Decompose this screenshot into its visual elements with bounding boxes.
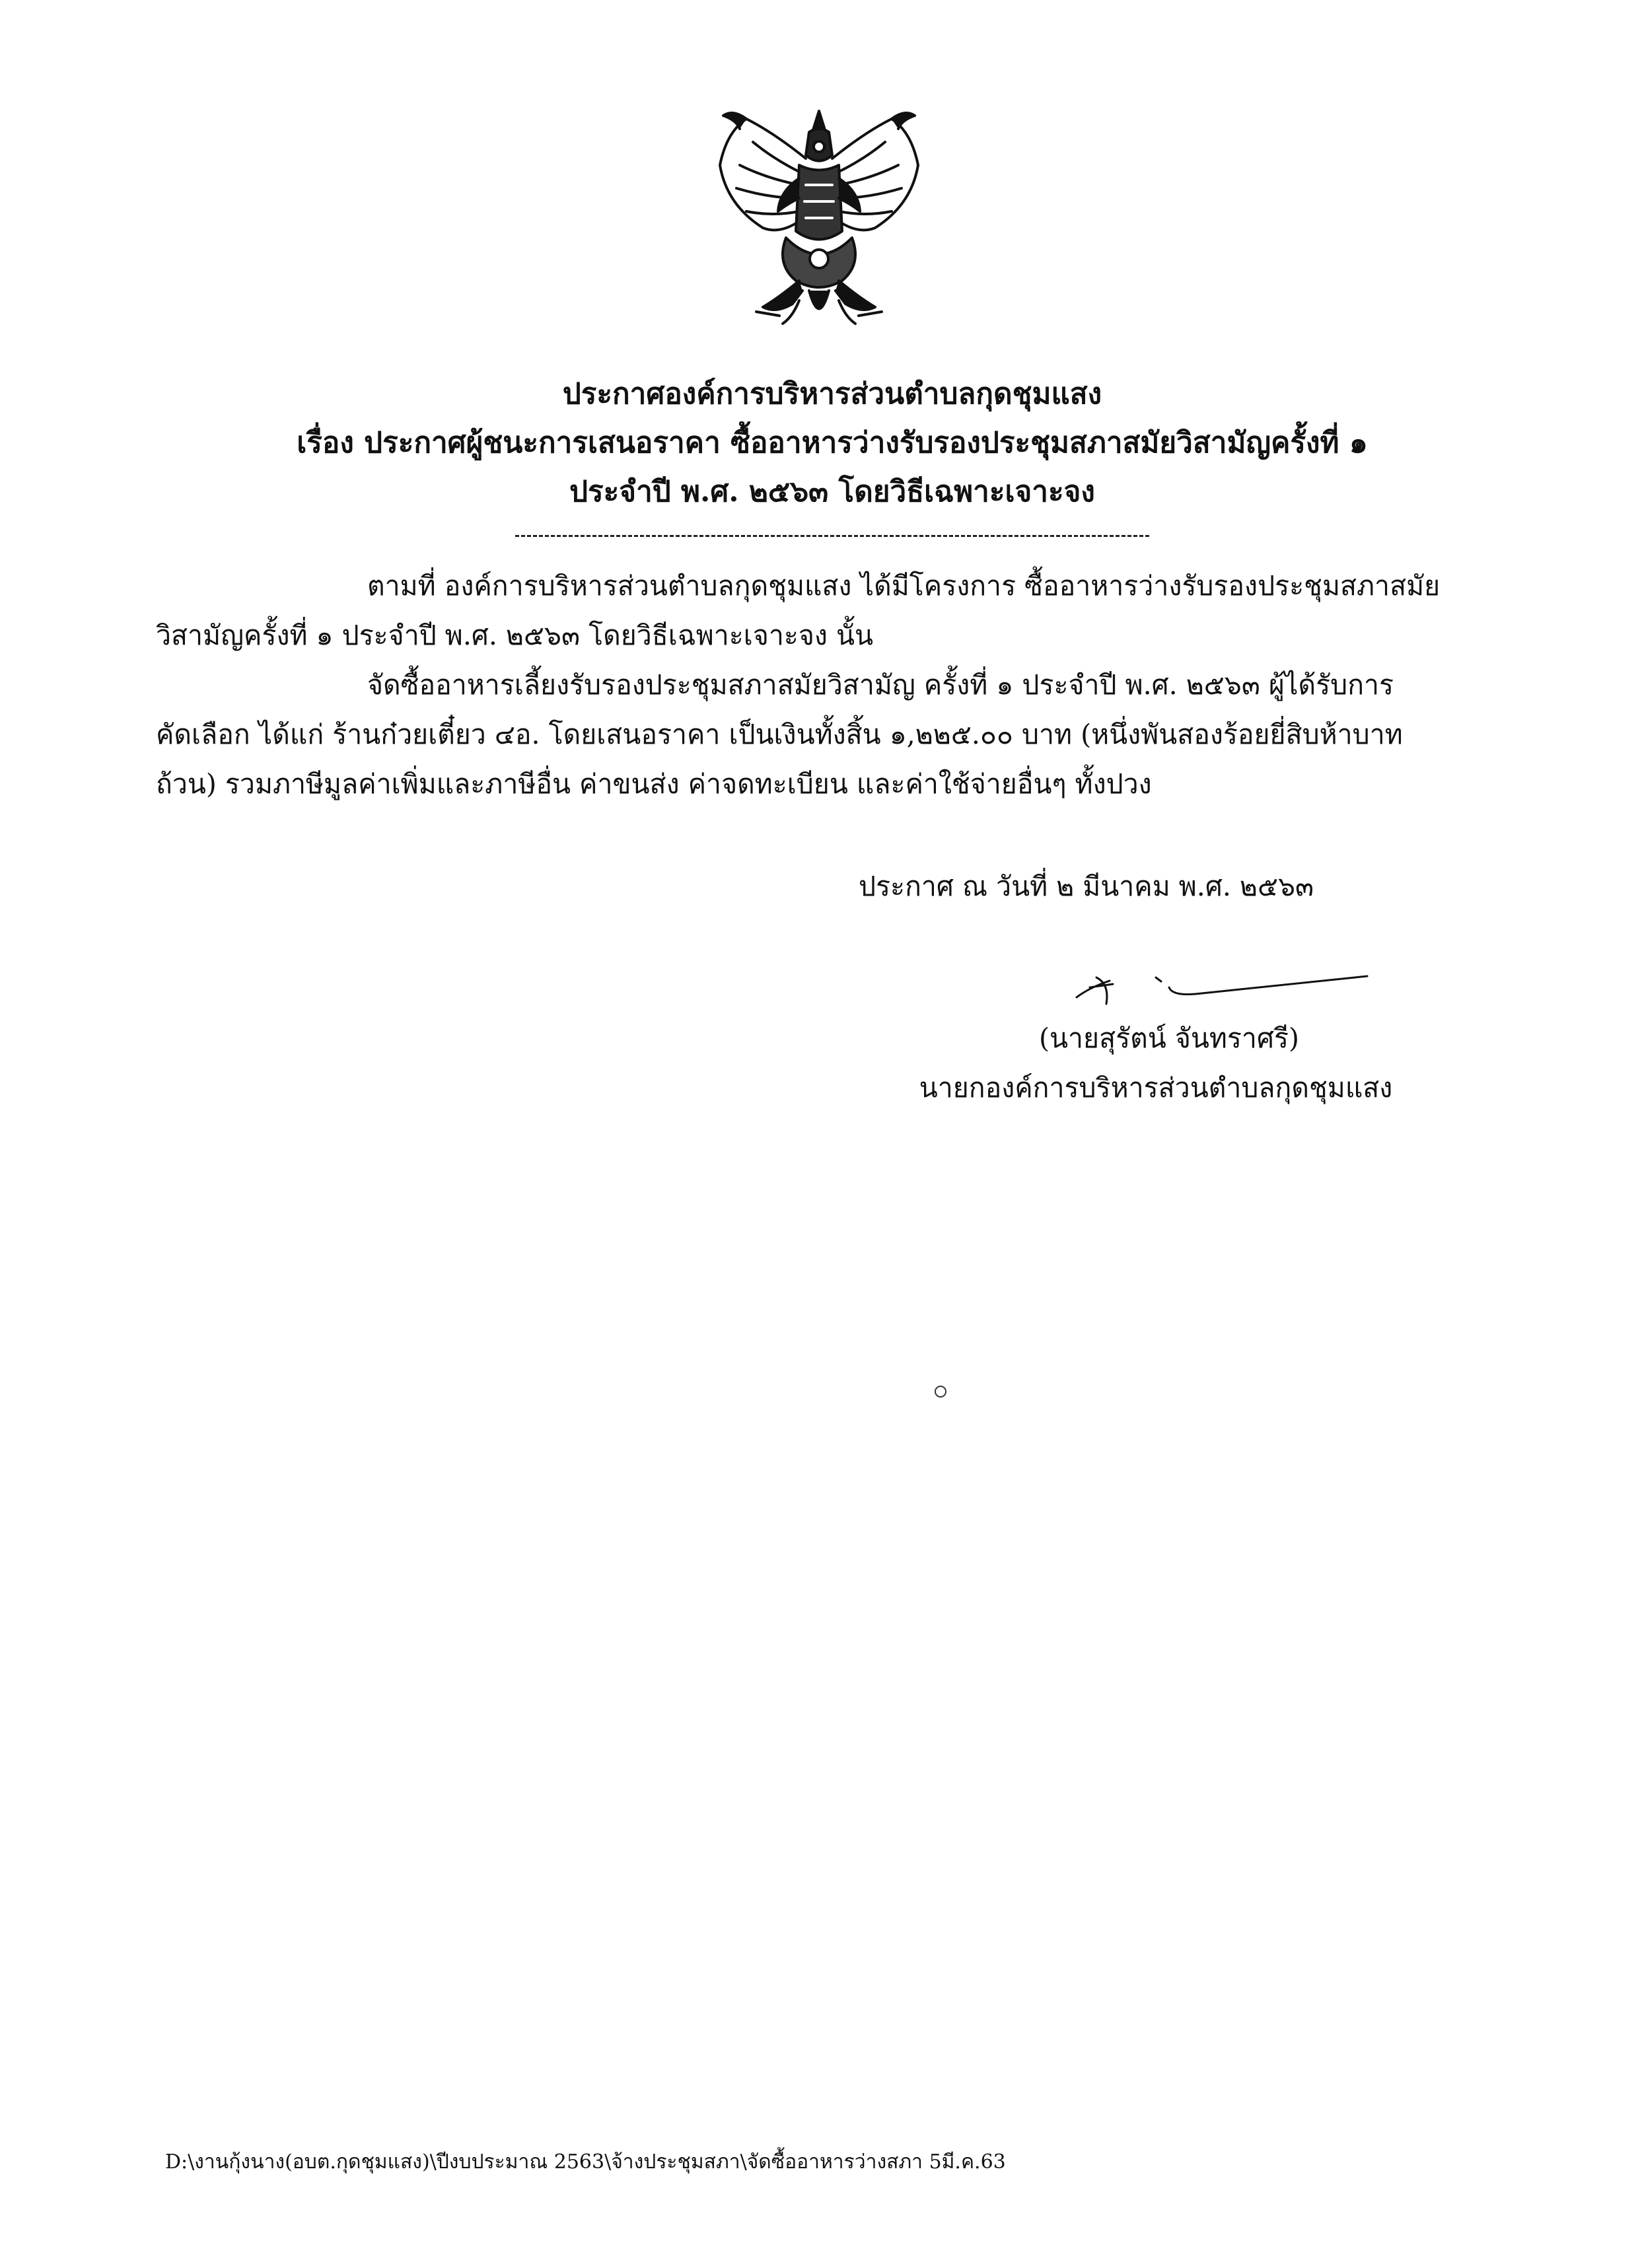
paragraph-2-line-3: ถ้วน) รวมภาษีมูลค่าเพิ่มและภาษีอื่น ค่าขนส่ง ค่าจดทะเบียน และค่าใช้จ่ายอื่นๆ ทั้งปวง [156, 768, 1152, 800]
footer-file-path: D:\งานกุ้งนาง(อบต.กุดชุมแสง)\ปีงบประมาณ 2563\จ้างประชุมสภา\จัดซื้ออาหารว่างสภา 5มี.ค.63 [165, 2150, 1006, 2174]
stray-mark [935, 1386, 946, 1398]
header-divider [515, 535, 1149, 537]
signer-block [859, 1014, 1453, 1113]
header-subject: เรื่อง ประกาศผู้ชนะการเสนอราคา ซื้ออาหารว่างรับรองประชุมสภาสมัยวิสามัญครั้งที่ ๑ [297, 426, 1368, 460]
paragraph-1-line-2: วิสามัญครั้งที่ ๑ ประจำปี พ.ศ. ๒๕๖๓ โดยวิธีเฉพาะเจาะจง นั้น [156, 620, 874, 651]
document-body [156, 561, 1464, 809]
document-header [172, 370, 1493, 516]
paragraph-2-line-1: จัดซื้ออาหารเลี้ยงรับรองประชุมสภาสมัยวิสามัญ ครั้งที่ ๑ ประจำปี พ.ศ. ๒๕๖๓ ผู้ได้รับการ [367, 669, 1394, 701]
signer-position: นายกองค์การบริหารส่วนตำบลกุดชุมแสง [919, 1072, 1393, 1104]
garuda-emblem-icon [700, 106, 938, 330]
paragraph-2-line-2: คัดเลือก ได้แก่ ร้านก๋วยเตี๋ยว ๔อ. โดยเสนอราคา เป็นเงินทั้งสิ้น ๑,๒๒๕.๐๐ บาท (หนึ่งพันสองร้อยยี่สิบห้าบาท [156, 719, 1403, 750]
paragraph-1-line-1: ตามที่ องค์การบริหารส่วนตำบลกุดชุมแสง ได้มีโครงการ ซื้ออาหารว่างรับรองประชุมสภาสมัย [367, 570, 1441, 602]
signer-name: (นายสุรัตน์ จันทราศรี) [1039, 1022, 1299, 1054]
header-fiscal-year: ประจำปี พ.ศ. ๒๕๖๓ โดยวิธีเฉพาะเจาะจง [569, 475, 1095, 509]
handwritten-signature [1063, 958, 1374, 1017]
header-organization-title: ประกาศองค์การบริหารส่วนตำบลกุดชุมแสง [562, 377, 1102, 411]
announcement-date: ประกาศ ณ วันที่ ๒ มีนาคม พ.ศ. ๒๕๖๓ [859, 870, 1314, 902]
